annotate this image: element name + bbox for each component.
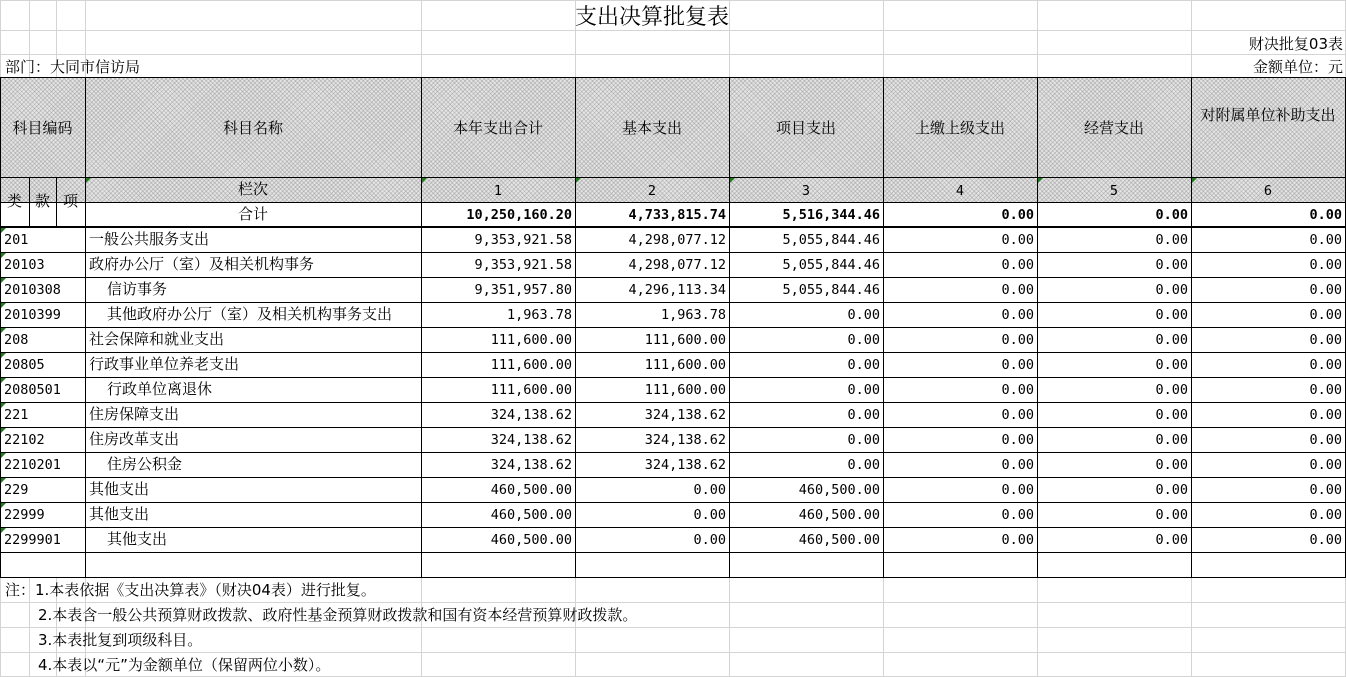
subject-code: 22999 (4, 507, 45, 523)
cell-value: 0.00 (1309, 457, 1342, 473)
text-format-marker (1, 453, 6, 458)
cell-value: 0.00 (1309, 432, 1342, 448)
text-format-marker (422, 178, 427, 183)
text-format-marker (1, 278, 6, 283)
subject-name: 信访事务 (107, 280, 168, 298)
subject-code: 20805 (4, 357, 45, 373)
text-format-marker (1, 228, 6, 233)
text-format-marker (1, 353, 6, 358)
unit-label: 金额单位：元 (1252, 58, 1343, 76)
header-xiang: 项 (62, 192, 78, 210)
text-format-marker (1, 303, 6, 308)
cell-value: 4,296,113.34 (628, 282, 726, 298)
subject-code: 2210201 (4, 457, 61, 473)
text-format-marker (86, 178, 91, 183)
text-format-marker (1, 528, 6, 533)
text-format-marker (1, 378, 6, 383)
cell-value: 1,963.78 (506, 307, 572, 323)
cell-value: 324,138.62 (644, 432, 726, 448)
header-col-1: 本年支出合计 (452, 119, 543, 137)
cell-value: 460,500.00 (798, 482, 880, 498)
header-subject-name: 科目名称 (222, 119, 283, 137)
column-number-2: 2 (647, 183, 657, 199)
cell-value: 0.00 (1001, 282, 1034, 298)
text-format-marker (1038, 178, 1043, 183)
text-format-marker (1, 428, 6, 433)
cell-value: 0.00 (1155, 282, 1188, 298)
column-number-4: 4 (955, 183, 965, 199)
total-value-col-6: 0.00 (1309, 207, 1342, 223)
cell-value: 0.00 (1155, 432, 1188, 448)
cell-value: 0.00 (1001, 257, 1034, 273)
cell-value: 460,500.00 (490, 532, 572, 548)
cell-value: 0.00 (693, 532, 726, 548)
subject-code: 221 (4, 407, 29, 423)
total-value-col-5: 0.00 (1155, 207, 1188, 223)
cell-value: 0.00 (1001, 407, 1034, 423)
subject-code: 2299901 (4, 532, 61, 548)
cell-value: 0.00 (1309, 257, 1342, 273)
cell-value: 0.00 (1309, 357, 1342, 373)
total-value-col-1: 10,250,160.20 (466, 207, 572, 223)
text-format-marker (730, 178, 735, 183)
cell-value: 5,055,844.46 (782, 257, 880, 273)
cell-value: 0.00 (693, 507, 726, 523)
cell-value: 0.00 (1309, 332, 1342, 348)
text-format-marker (1, 253, 6, 258)
subject-code: 2080501 (4, 382, 61, 398)
header-col-2: 基本支出 (621, 119, 682, 137)
subject-name: 其他支出 (107, 530, 168, 548)
gridline (1191, 577, 1192, 677)
subject-name: 行政事业单位养老支出 (89, 355, 240, 373)
column-number-1: 1 (493, 183, 503, 199)
cell-value: 0.00 (1001, 457, 1034, 473)
cell-value: 0.00 (1001, 357, 1034, 373)
note-line-3: 3.本表批复到项级科目。 (38, 631, 203, 649)
subject-code: 2010399 (4, 307, 61, 323)
cell-value: 0.00 (1155, 507, 1188, 523)
cell-value: 0.00 (1155, 532, 1188, 548)
cell-value: 0.00 (847, 332, 880, 348)
subject-code: 20103 (4, 257, 45, 273)
cell-value: 0.00 (847, 357, 880, 373)
subject-code: 2010308 (4, 282, 61, 298)
cell-value: 0.00 (1155, 357, 1188, 373)
table-border (0, 552, 1346, 553)
cell-value: 324,138.62 (644, 407, 726, 423)
header-kuan: 款 (34, 192, 50, 210)
cell-value: 111,600.00 (644, 382, 726, 398)
text-format-marker (1, 403, 6, 408)
cell-value: 0.00 (1001, 307, 1034, 323)
gridline (0, 0, 1, 77)
total-label: 合计 (237, 205, 268, 223)
page-title: 支出决算批复表 (574, 5, 729, 30)
cell-value: 5,055,844.46 (782, 232, 880, 248)
cell-value: 324,138.62 (644, 457, 726, 473)
header-lanci: 栏次 (237, 180, 268, 198)
gridline (1037, 0, 1038, 77)
subject-name: 行政单位离退休 (107, 380, 213, 398)
cell-value: 0.00 (1309, 407, 1342, 423)
header-col-6: 对附属单位补助支出 (1200, 106, 1336, 124)
cell-value: 0.00 (693, 482, 726, 498)
cell-value: 0.00 (1001, 482, 1034, 498)
column-number-6: 6 (1263, 183, 1273, 199)
header-lei: 类 (6, 192, 22, 210)
cell-value: 0.00 (1309, 507, 1342, 523)
header-col-3: 项目支出 (775, 119, 836, 137)
total-value-col-2: 4,733,815.74 (628, 207, 726, 223)
subject-code: 201 (4, 232, 29, 248)
cell-value: 0.00 (1155, 332, 1188, 348)
cell-value: 0.00 (1001, 507, 1034, 523)
note-line-2: 2.本表含一般公共预算财政拨款、政府性基金预算财政拨款和国有资本经营预算财政拨款。 (38, 606, 638, 624)
cell-value: 324,138.62 (490, 432, 572, 448)
text-format-marker (1192, 178, 1197, 183)
cell-value: 0.00 (1309, 307, 1342, 323)
subject-name: 其他政府办公厅（室）及相关机构事务支出 (107, 305, 393, 323)
cell-value: 0.00 (847, 307, 880, 323)
text-format-marker (1, 478, 6, 483)
gridline (883, 0, 884, 77)
cell-value: 324,138.62 (490, 457, 572, 473)
cell-value: 0.00 (1001, 232, 1034, 248)
department-label: 部门：大同市信访局 (5, 58, 141, 76)
cell-value: 324,138.62 (490, 407, 572, 423)
cell-value: 460,500.00 (490, 482, 572, 498)
cell-value: 9,353,921.58 (474, 257, 572, 273)
subject-name: 其他支出 (89, 480, 150, 498)
cell-value: 0.00 (1155, 457, 1188, 473)
cell-value: 460,500.00 (798, 507, 880, 523)
note-line-1: 注：1.本表依据《支出决算表》（财决04表）进行批复。 (5, 581, 376, 599)
cell-value: 0.00 (847, 407, 880, 423)
cell-value: 0.00 (1309, 382, 1342, 398)
cell-value: 0.00 (1155, 482, 1188, 498)
subject-name: 社会保障和就业支出 (89, 330, 225, 348)
cell-value: 0.00 (1309, 232, 1342, 248)
cell-value: 1,963.78 (660, 307, 726, 323)
cell-value: 460,500.00 (798, 532, 880, 548)
column-number-3: 3 (801, 183, 811, 199)
cell-value: 0.00 (1001, 432, 1034, 448)
text-format-marker (576, 178, 581, 183)
cell-value: 460,500.00 (490, 507, 572, 523)
subject-name: 政府办公厅（室）及相关机构事务 (89, 255, 315, 273)
subject-name: 住房公积金 (107, 455, 183, 473)
text-format-marker (1, 503, 6, 508)
cell-value: 9,351,957.80 (474, 282, 572, 298)
subject-code: 22102 (4, 432, 45, 448)
cell-value: 4,298,077.12 (628, 232, 726, 248)
cell-value: 111,600.00 (644, 332, 726, 348)
column-number-5: 5 (1109, 183, 1119, 199)
cell-value: 0.00 (1309, 482, 1342, 498)
subject-code: 229 (4, 482, 29, 498)
subject-name: 其他支出 (89, 505, 150, 523)
cell-value: 0.00 (1001, 382, 1034, 398)
cell-value: 111,600.00 (490, 357, 572, 373)
cell-value: 0.00 (847, 457, 880, 473)
cell-value: 0.00 (1155, 232, 1188, 248)
header-col-5: 经营支出 (1083, 119, 1144, 137)
subject-name: 一般公共服务支出 (89, 230, 210, 248)
cell-value: 4,298,077.12 (628, 257, 726, 273)
cell-value: 0.00 (1309, 532, 1342, 548)
total-value-col-4: 0.00 (1001, 207, 1034, 223)
subject-name: 住房保障支出 (89, 405, 180, 423)
cell-value: 0.00 (1155, 257, 1188, 273)
text-format-marker (1, 328, 6, 333)
form-code: 财决批复03表 (1248, 35, 1343, 53)
cell-value: 111,600.00 (490, 382, 572, 398)
cell-value: 5,055,844.46 (782, 282, 880, 298)
cell-value: 111,600.00 (644, 357, 726, 373)
cell-value: 0.00 (1001, 332, 1034, 348)
cell-value: 0.00 (1001, 532, 1034, 548)
gridline (0, 577, 1, 677)
cell-value: 111,600.00 (490, 332, 572, 348)
cell-value: 0.00 (847, 432, 880, 448)
cell-value: 0.00 (1155, 307, 1188, 323)
header-subject-code: 科目编码 (12, 119, 73, 137)
cell-value: 0.00 (1155, 407, 1188, 423)
gridline (0, 0, 1346, 1)
cell-value: 9,353,921.58 (474, 232, 572, 248)
cell-value: 0.00 (1309, 282, 1342, 298)
cell-value: 0.00 (1155, 382, 1188, 398)
total-value-col-3: 5,516,344.46 (782, 207, 880, 223)
subject-code: 208 (4, 332, 29, 348)
header-col-4: 上缴上级支出 (914, 119, 1005, 137)
note-line-4: 4.本表以“元”为金额单位（保留两位小数）。 (38, 656, 331, 674)
subject-name: 住房改革支出 (89, 430, 180, 448)
cell-value: 0.00 (847, 382, 880, 398)
